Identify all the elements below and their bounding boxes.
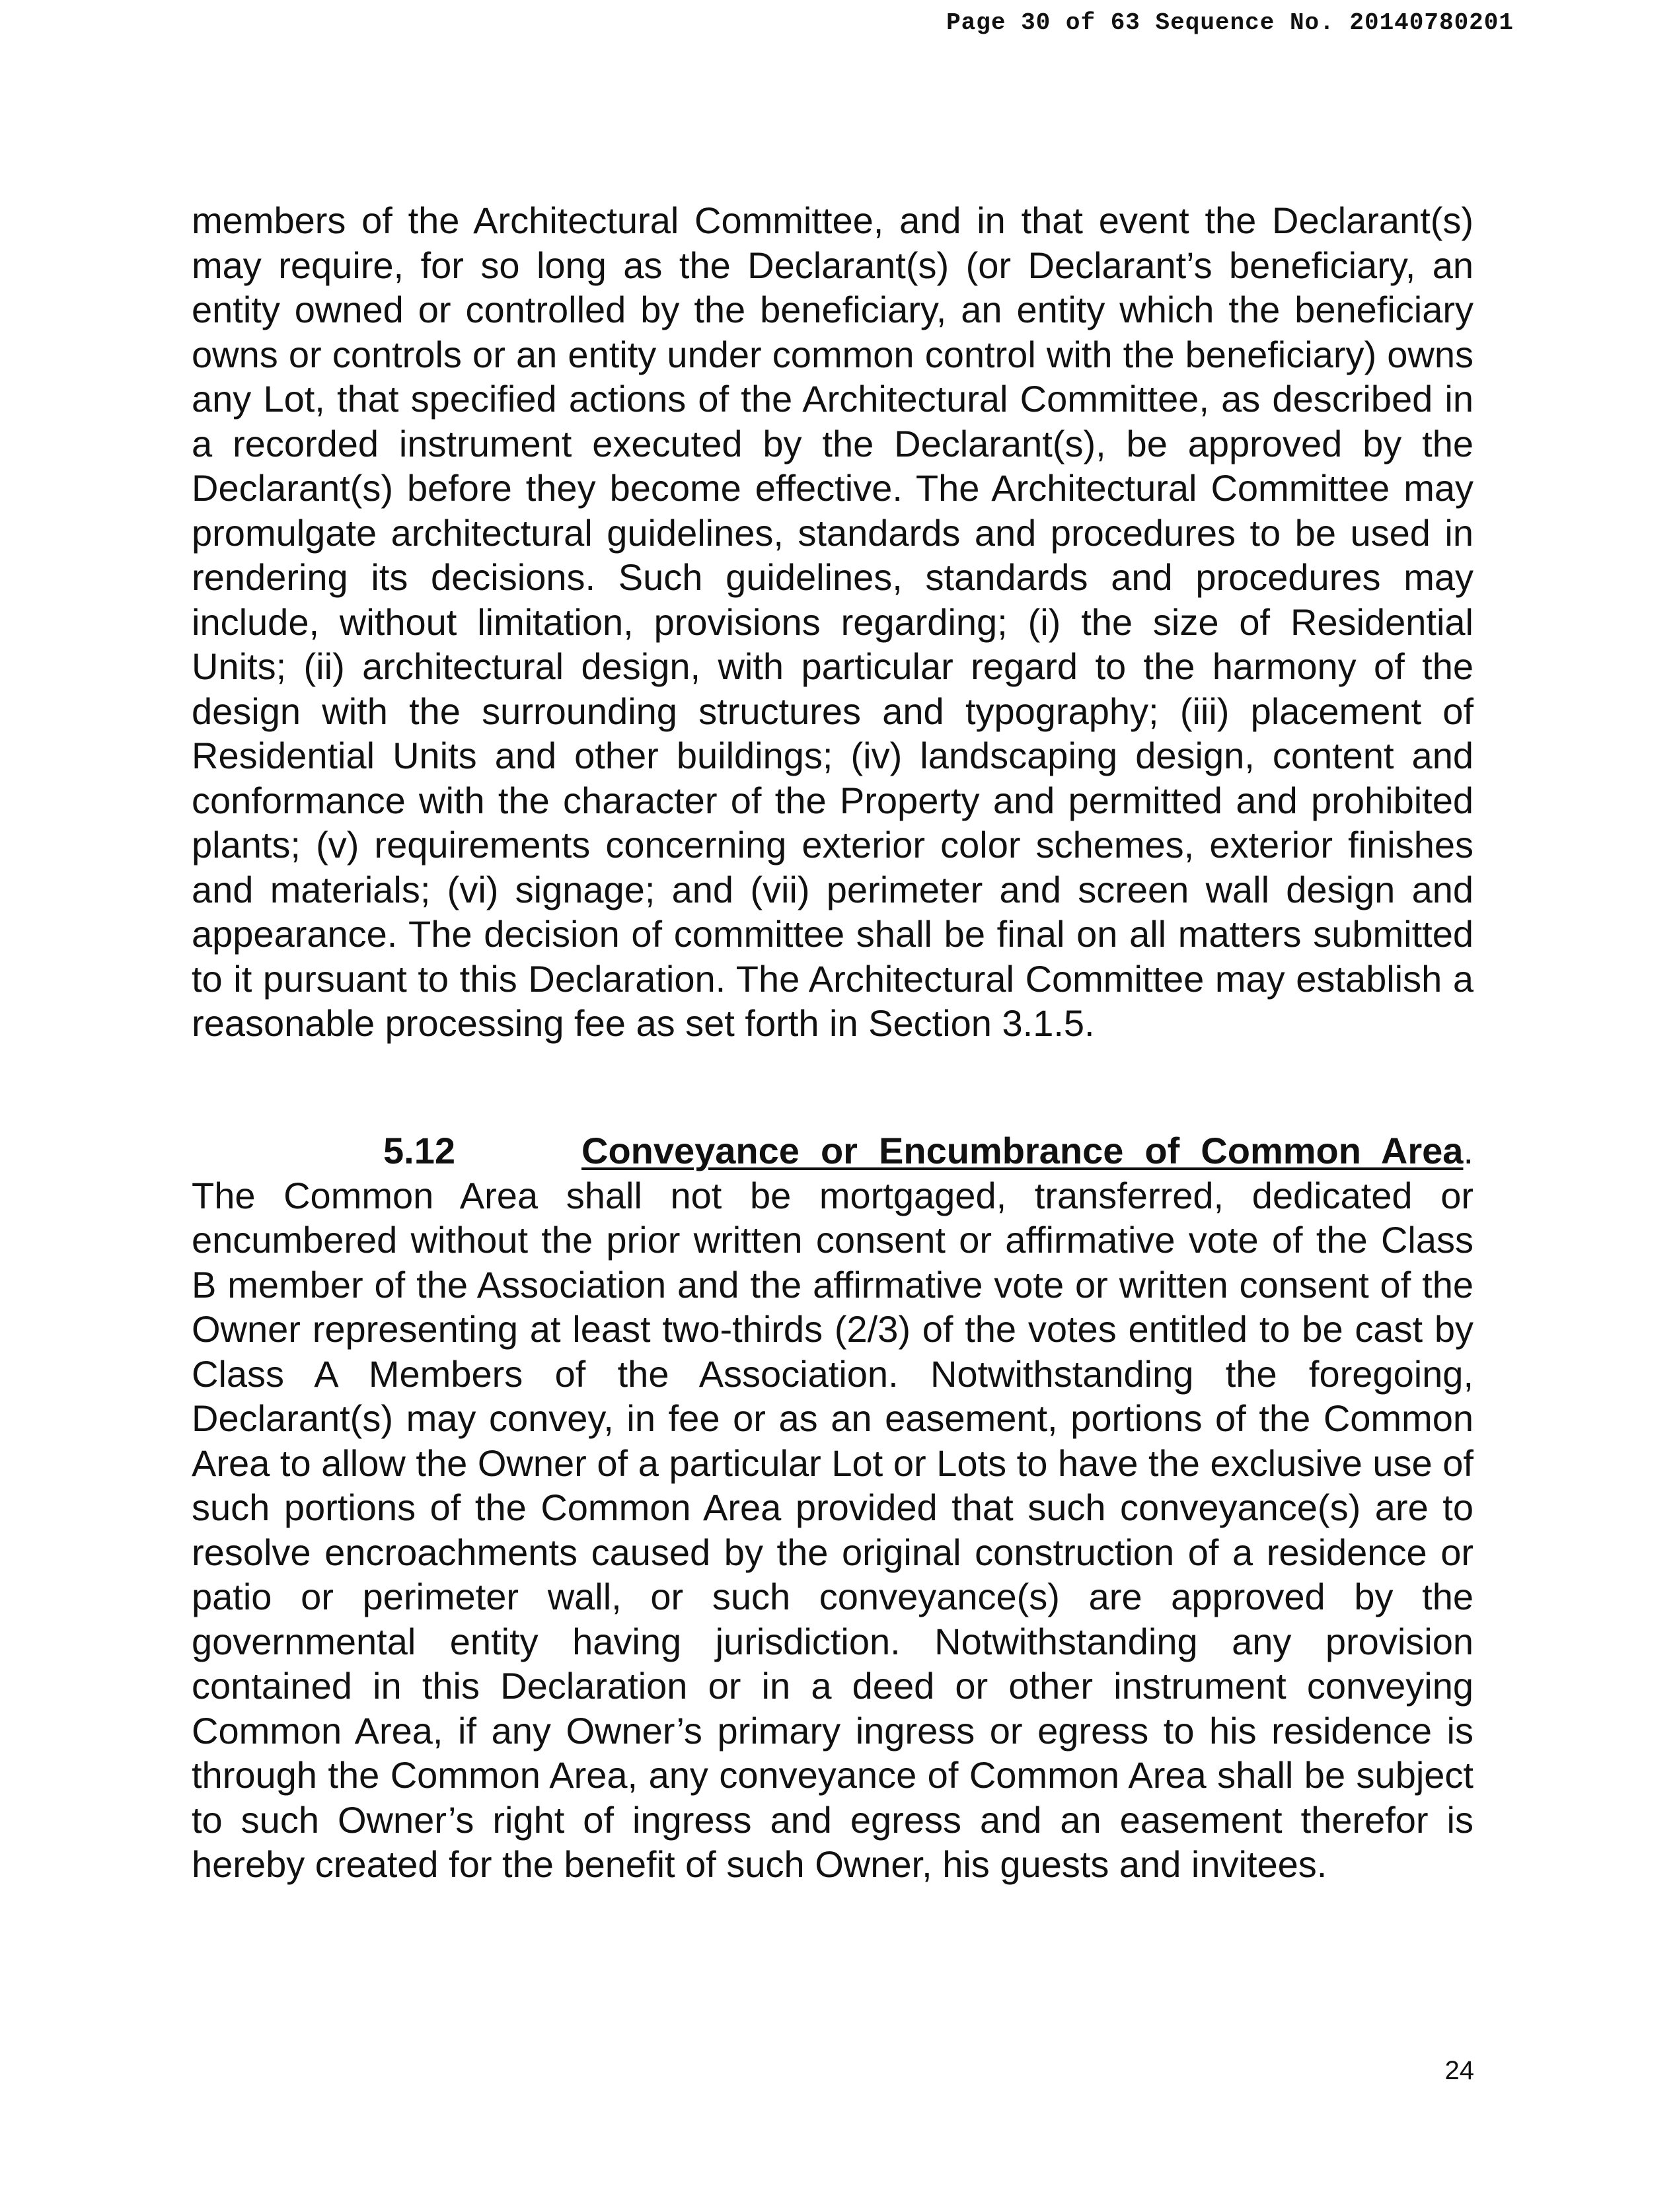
page-header: Page 30 of 63 Sequence No. 20140780201 <box>946 9 1514 36</box>
paragraph-continuation: members of the Architectural Committee, and in that event the Declarant(s) may require, for so long as the Declarant(s) (or Declarant’s beneficiary, an entity owned or controlled by the beneficiary, an entity which the beneficiary owns or controls or an entity under common control with the beneficiary) owns any Lot, that specified actions of the Architectural Committee, as described in a recorded instrument executed by the Declarant(s), be approved by the Declarant(s) before they become effective. The Architectural Committee may promulgate architectural guidelines, standards and procedures to be used in rendering its decisions. Such guidelines, standards and procedures may include, without limitation, provisions regarding; (i) the size of Residential Units; (ii) architectural design, with particular regard to the harmony of the design with the surrounding structures and typography; (iii) placement of Residential Units and other buildings; (iv) landscaping design, content and conformance with the character of the Property and permitted and prohibited plants; (v) requirements concerning exterior color schemes, exterior finishes and materials; (vi) signage; and (vii) perimeter and screen wall design and appearance. The decision of committee shall be final on all matters submitted to it pursuant to this Declaration. The Architectural Committee may establish a reasonable processing fee as set forth in Section 3.1.5. <box>192 200 1474 1044</box>
section-number: 5.12 <box>383 1130 455 1171</box>
section-title-punctuation: . <box>1463 1130 1474 1171</box>
section-title: Conveyance or Encumbrance of Common Area <box>581 1130 1464 1171</box>
section-5-12 <box>192 1128 1474 1887</box>
page-number: 24 <box>1444 2056 1474 2085</box>
section-body: The Common Area shall not be mortgaged, transferred, dedicated or encumbered without the prior written consent or affirmative vote of the Class B member of the Association and the affirmative vote or written consent of the Owner representing at least two-thirds (2/3) of the votes entitled to be cast by Class A Members of the Association. Notwithstanding the foregoing, Declarant(s) may convey, in fee or as an easement, portions of the Common Area to allow the Owner of a particular Lot or Lots to have the exclusive use of such portions of the Common Area provided that such conveyance(s) are to resolve encroachments caused by the original construction of a residence or patio or perimeter wall, or such conveyance(s) are approved by the governmental entity having jurisdiction. Notwithstanding any provision contained in this Declaration or in a deed or other instrument conveying Common Area, if any Owner’s primary ingress or egress to his residence is through the Common Area, any conveyance of Common Area shall be subject to such Owner’s right of ingress and egress and an easement therefor is hereby created for the benefit of such Owner, his guests and invitees. <box>192 1174 1474 1885</box>
